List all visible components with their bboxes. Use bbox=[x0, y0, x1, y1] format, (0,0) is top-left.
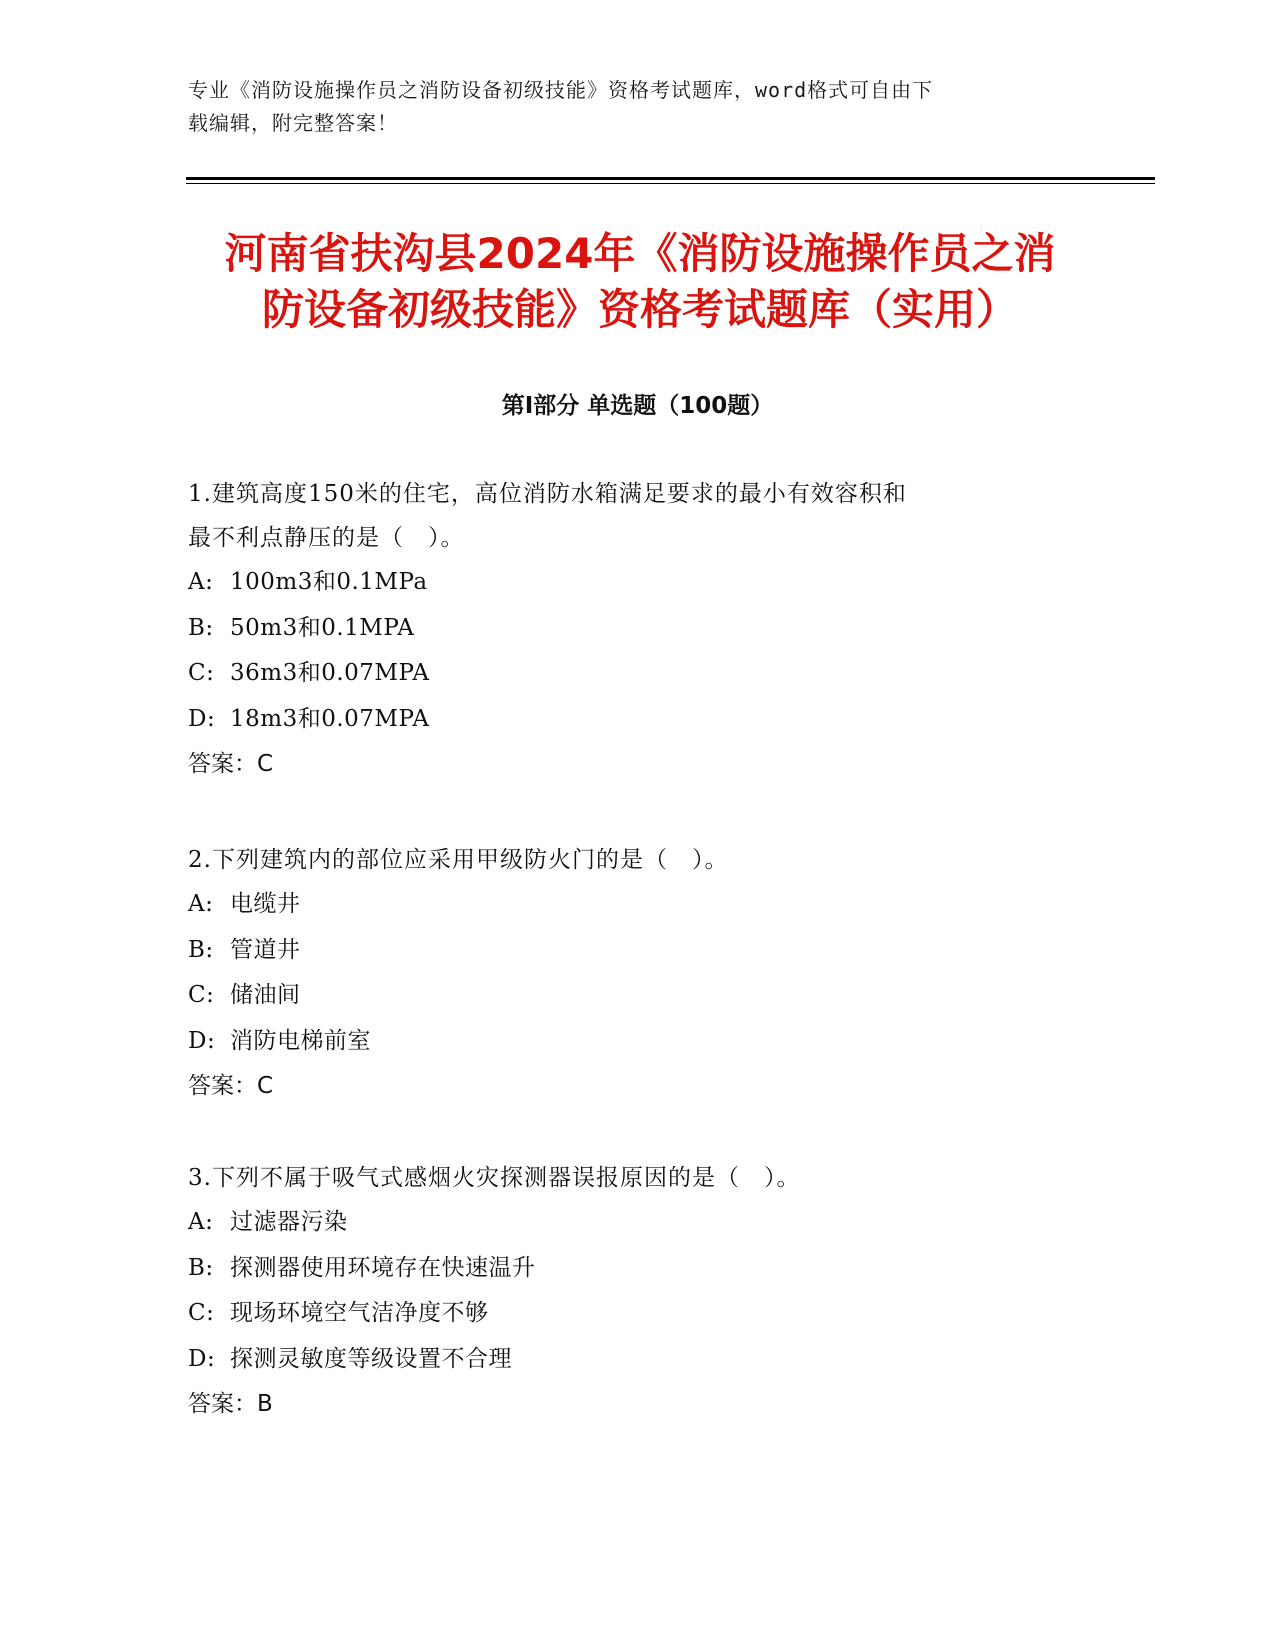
option-c bbox=[188, 651, 1088, 697]
document-title bbox=[190, 226, 1090, 338]
option-a bbox=[188, 560, 1088, 606]
option-text: 探测灵敏度等级设置不合理 bbox=[230, 1345, 512, 1372]
question-3 bbox=[188, 1156, 1088, 1428]
option-text: 探测器使用环境存在快速温升 bbox=[230, 1254, 536, 1281]
option-b bbox=[188, 606, 1088, 652]
option-text: 36m3和0.07MPA bbox=[230, 660, 430, 686]
option-letter: B: bbox=[188, 1254, 214, 1281]
option-letter: D: bbox=[188, 705, 216, 732]
section-title: 第Ⅰ部分 单选题（100题） bbox=[501, 393, 774, 419]
option-text: 现场环境空气洁净度不够 bbox=[230, 1300, 489, 1326]
option-letter: B: bbox=[188, 614, 214, 641]
option-letter: A: bbox=[188, 569, 214, 595]
header-note bbox=[188, 74, 1088, 140]
answer-line: 答案：C bbox=[188, 1073, 274, 1099]
option-letter: C: bbox=[188, 660, 215, 686]
option-letter: C: bbox=[188, 1300, 215, 1326]
option-a bbox=[188, 882, 1088, 928]
question-stem-line-2: 最不利点静压的是（ ）。 bbox=[188, 525, 465, 551]
question-1 bbox=[188, 472, 1088, 788]
option-d bbox=[188, 697, 1088, 743]
option-letter: B: bbox=[188, 936, 214, 963]
header-divider-thin bbox=[186, 183, 1155, 184]
option-a bbox=[188, 1200, 1088, 1246]
option-c bbox=[188, 973, 1088, 1019]
option-letter: D: bbox=[188, 1345, 216, 1372]
option-letter: C: bbox=[188, 982, 215, 1008]
option-text: 消防电梯前室 bbox=[230, 1027, 371, 1054]
option-text: 过滤器污染 bbox=[230, 1209, 348, 1235]
option-b bbox=[188, 928, 1088, 974]
option-text: 电缆井 bbox=[230, 891, 301, 917]
option-letter: A: bbox=[188, 1209, 214, 1235]
header-divider-thick bbox=[186, 177, 1155, 180]
option-letter: A: bbox=[188, 891, 214, 917]
document-title-line-2: 防设备初级技能》资格考试题库（实用） bbox=[261, 285, 1018, 334]
option-text: 18m3和0.07MPA bbox=[230, 705, 430, 732]
option-d bbox=[188, 1019, 1088, 1065]
option-c bbox=[188, 1291, 1088, 1337]
header-note-line-2: 载编辑，附完整答案！ bbox=[188, 111, 398, 135]
option-d bbox=[188, 1337, 1088, 1383]
document-title-line-1: 河南省扶沟县2024年《消防设施操作员之消 bbox=[224, 229, 1056, 278]
option-text: 储油间 bbox=[230, 982, 301, 1008]
option-b bbox=[188, 1246, 1088, 1292]
question-2 bbox=[188, 838, 1088, 1110]
answer-line: 答案：C bbox=[188, 751, 274, 777]
option-text: 100m3和0.1MPa bbox=[230, 569, 428, 595]
answer-line: 答案：B bbox=[188, 1391, 273, 1417]
question-stem-line-1: 2.下列建筑内的部位应采用甲级防火门的是（ ）。 bbox=[188, 847, 729, 873]
option-letter: D: bbox=[188, 1027, 216, 1054]
option-text: 50m3和0.1MPA bbox=[230, 614, 415, 641]
header-note-line-1: 专业《消防设施操作员之消防设备初级技能》资格考试题库，word格式可自由下 bbox=[188, 78, 934, 102]
question-stem-line-1: 3.下列不属于吸气式感烟火灾探测器误报原因的是（ ）。 bbox=[188, 1165, 801, 1191]
question-stem-line-1: 1.建筑高度150米的住宅，高位消防水箱满足要求的最小有效容积和 bbox=[188, 481, 907, 507]
option-text: 管道井 bbox=[230, 936, 301, 963]
